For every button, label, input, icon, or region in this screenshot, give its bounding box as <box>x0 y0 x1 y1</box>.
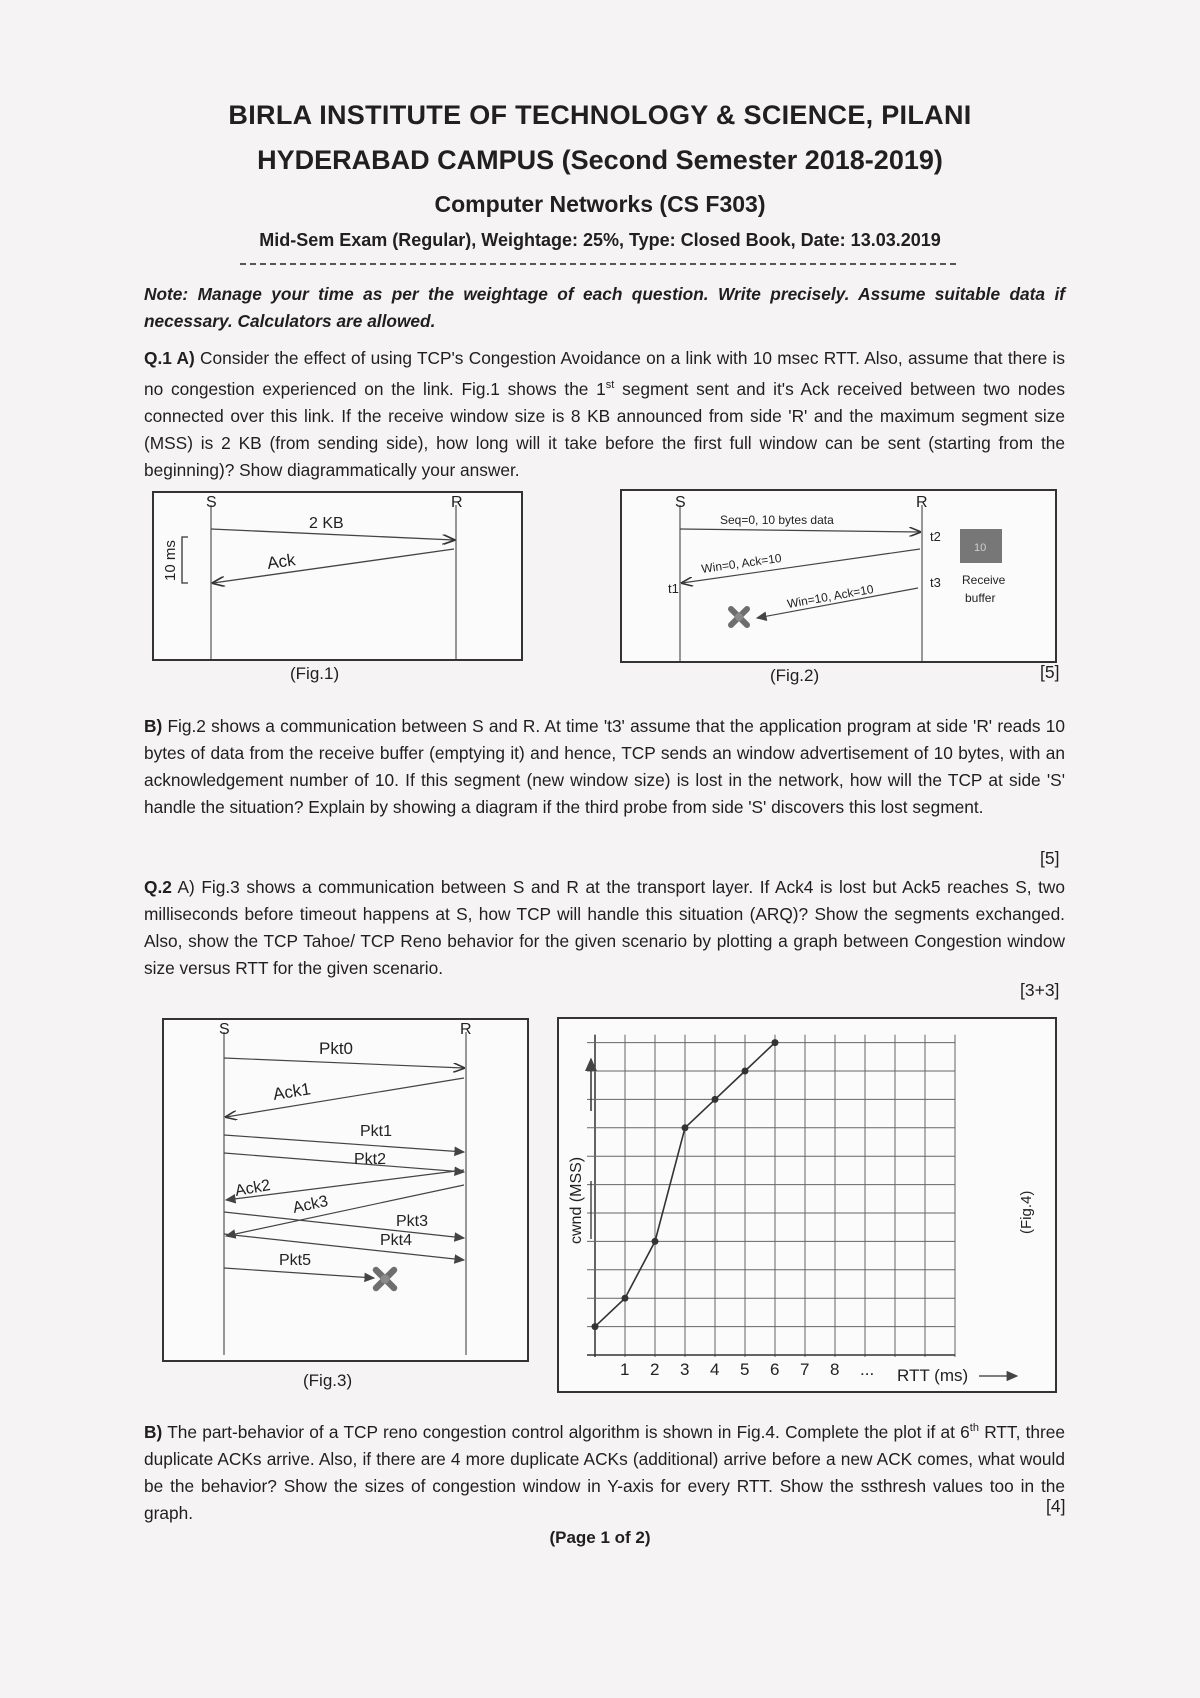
figure-1 <box>152 491 523 661</box>
fig2-seg1-label: Seq=0, 10 bytes data <box>720 513 834 527</box>
question-1a-text-1: Consider the effect of using TCP's Congestion Avoidance on a link with 10 msec RTT. Also, assume that there is no congestion experienced on the link. Fig.1 shows the 1 <box>144 348 1065 399</box>
cwnd-data-point <box>712 1096 719 1103</box>
x-axis-label: RTT (ms) <box>897 1366 969 1385</box>
question-1b <box>144 713 1065 821</box>
question-2b-label: B) <box>144 1421 163 1442</box>
institute-title: BIRLA INSTITUTE OF TECHNOLOGY & SCIENCE, PILANI <box>228 100 972 130</box>
fig2-s-label: S <box>675 494 686 511</box>
question-2a-sublabel: A) <box>177 877 195 897</box>
fig3-pkt1-label: Pkt1 <box>360 1123 393 1140</box>
question-1a-text-2: segment sent and it's Ack received between two nodes connected over this link. If the receive window size is 8 KB announced from side 'R' and the maximum segment size (MSS) is 2 KB (from sending side), how long will it take before the first full window can be sent (starting from the beginning)? Show diagrammatically your answer. <box>144 378 1065 480</box>
question-2-label: Q.2 <box>144 877 172 897</box>
figure-2-caption: (Fig.2) <box>770 666 820 685</box>
question-1a-marks: [5] <box>1040 662 1060 682</box>
x-tick-label: 4 <box>710 1360 720 1379</box>
figure-4 <box>557 1017 1057 1393</box>
figure-4-caption: (Fig.4) <box>1018 1190 1035 1234</box>
question-2b-marks: [4] <box>1046 1496 1066 1516</box>
x-tick-label: 1 <box>620 1360 630 1379</box>
question-1b-text: Fig.2 shows a communication between S and R. At time 't3' assume that the application program at side 'R' reads 10 bytes of data from the receive buffer (emptying it) and hence, TCP sends an window advertisement of 10 bytes, with an acknowledgement number of 10. If this segment (new window size) is lost in the network, how will the TCP at side 'S' handle the situation? Explain by showing a diagram if the third probe from side 'S' discovers this lost segment. <box>144 716 1065 817</box>
chart-grid <box>587 1035 955 1357</box>
cwnd-data-point <box>742 1068 749 1075</box>
fig2-t1-label: t1 <box>668 581 679 596</box>
question-2b-text-2: RTT, three duplicate ACKs arrive. Also, if there are 4 more duplicate ACKs (additional) arrive before a new ACK comes, what would be the behavior? Show the sizes of congestion window in Y-axis for every RTT. Show the ssthresh values too in the graph. <box>144 1421 1065 1523</box>
fig3-s-label: S <box>219 1021 230 1038</box>
fig2-t2-label: t2 <box>930 529 941 544</box>
page-number: (Page 1 of 2) <box>549 1528 651 1547</box>
fig3-pkt3-label: Pkt3 <box>396 1213 429 1230</box>
fig1-ack-label: Ack <box>265 550 297 573</box>
receive-buffer-value: 10 <box>974 542 987 554</box>
fig1-rtt-label: 10 ms <box>162 540 179 581</box>
cwnd-data-point <box>682 1124 689 1131</box>
question-1b-marks: [5] <box>1040 848 1060 868</box>
fig1-s-label: S <box>206 494 217 511</box>
figure-3-caption: (Fig.3) <box>303 1371 353 1390</box>
fig3-r-label: R <box>460 1021 472 1038</box>
cwnd-data-point <box>592 1323 599 1330</box>
fig2-seg3-label: Win=10, Ack=10 <box>786 581 875 611</box>
course-title: Computer Networks (CS F303) <box>434 191 766 217</box>
figure-2 <box>620 489 1057 663</box>
fig3-pkt5-label: Pkt5 <box>279 1252 312 1269</box>
fig3-ack1-label: Ack1 <box>271 1079 312 1104</box>
x-tick-label: 2 <box>650 1360 660 1379</box>
fig1-r-label: R <box>451 494 463 511</box>
cwnd-data-point <box>622 1295 629 1302</box>
fig1-segment-label: 2 KB <box>309 515 344 532</box>
question-1a-label: Q.1 A) <box>144 348 195 368</box>
question-2b-sup: th <box>969 1422 979 1434</box>
campus-title: HYDERABAD CAMPUS (Second Semester 2018-2019) <box>257 145 943 175</box>
fig3-ack3-label: Ack3 <box>291 1192 330 1217</box>
question-2a-text: Fig.3 shows a communication between S and R at the transport layer. If Ack4 is lost but Ack5 reaches S, two milliseconds before timeout happens at S, how TCP will handle this situation (ARQ)? Show the segments exchanged. Also, show the TCP Tahoe/ TCP Reno behavior for the given scenario by plotting a graph between Congestion window size versus RTT for the given scenario. <box>144 877 1065 978</box>
question-1b-label: B) <box>144 716 163 736</box>
exam-note: Note: Manage your time as per the weightage of each question. Write precisely. Assume suitable data if necessary. Calculators are allowed. <box>144 284 1065 331</box>
question-1a-sup: st <box>605 379 615 391</box>
fig2-r-label: R <box>916 494 928 511</box>
x-tick-label: ... <box>860 1360 875 1379</box>
receive-buffer-label-2: buffer <box>965 591 996 605</box>
cwnd-data-point <box>772 1039 779 1046</box>
question-2b-text-1: The part-behavior of a TCP reno congestion control algorithm is shown in Fig.4. Complete the plot if at 6 <box>167 1421 970 1442</box>
cwnd-data-point <box>652 1238 659 1245</box>
x-tick-label: 8 <box>830 1360 840 1379</box>
x-tick-label: 3 <box>680 1360 690 1379</box>
x-tick-label: 7 <box>800 1360 810 1379</box>
fig2-data-arrow <box>680 529 920 532</box>
figure-3 <box>162 1018 529 1362</box>
header-divider <box>240 263 956 265</box>
question-2a <box>144 874 1065 982</box>
question-1a <box>144 345 1065 484</box>
fig3-pkt2-label: Pkt2 <box>354 1151 387 1168</box>
question-2b <box>144 1415 1065 1527</box>
x-tick-label: 6 <box>770 1360 780 1379</box>
fig3-ack2-label: Ack2 <box>233 1177 272 1200</box>
fig3-pkt4-label: Pkt4 <box>380 1232 413 1249</box>
exam-info: Mid-Sem Exam (Regular), Weightage: 25%, Type: Closed Book, Date: 13.03.2019 <box>259 230 941 250</box>
fig2-t3-label: t3 <box>930 575 941 590</box>
figure-1-caption: (Fig.1) <box>290 664 340 683</box>
y-axis-label: cwnd (MSS) <box>568 1156 585 1244</box>
fig3-pkt0-label: Pkt0 <box>319 1039 354 1058</box>
fig2-seg2-label: Win=0, Ack=10 <box>700 550 783 576</box>
fig1-ack-arrow <box>213 549 454 583</box>
lost-packet-icon <box>376 1270 394 1288</box>
lost-segment-icon <box>731 609 747 625</box>
question-2a-marks: [3+3] <box>1020 980 1060 1000</box>
x-tick-label: 5 <box>740 1360 750 1379</box>
fig1-rtt-bracket <box>182 537 188 583</box>
receive-buffer-label-1: Receive <box>962 573 1006 587</box>
